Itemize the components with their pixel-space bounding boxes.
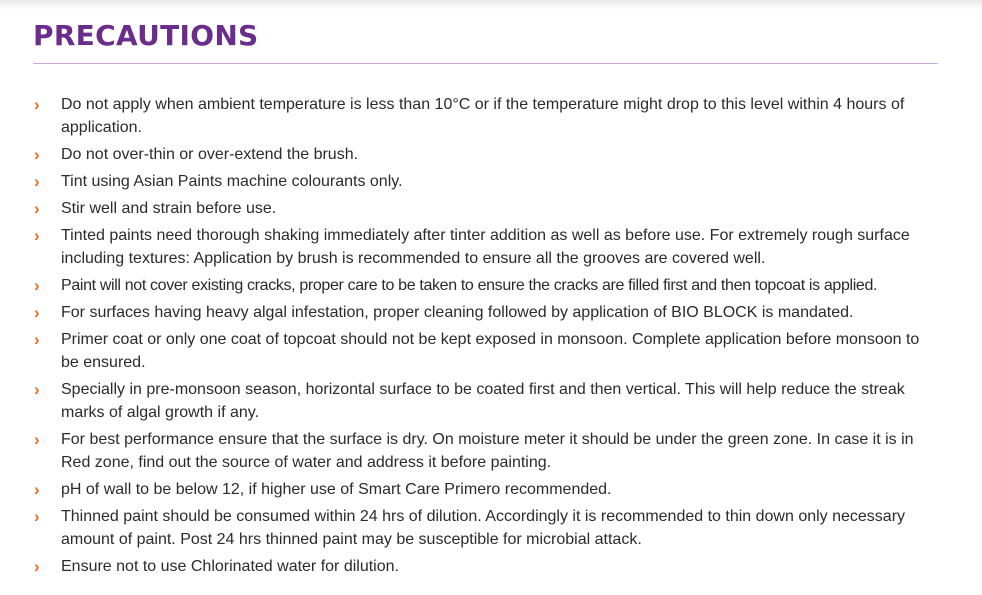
list-item-text: For surfaces having heavy algal infestation, proper cleaning followed by application of BIO BLOCK is mandated. xyxy=(61,304,854,321)
list-item xyxy=(33,93,938,139)
precautions-section xyxy=(33,14,938,576)
chevron-right-icon: › xyxy=(34,557,40,576)
chevron-right-icon: › xyxy=(34,226,40,245)
chevron-right-icon: › xyxy=(34,199,40,218)
list-item xyxy=(33,428,938,474)
list-item xyxy=(33,505,938,551)
list-item xyxy=(33,478,938,501)
precautions-list xyxy=(33,93,938,582)
list-item xyxy=(33,224,938,270)
list-item-text: Stir well and strain before use. xyxy=(61,200,277,217)
chevron-right-icon: › xyxy=(34,330,40,349)
chevron-right-icon: › xyxy=(34,276,40,295)
list-item-text: Primer coat or only one coat of topcoat should not be kept exposed in monsoon. Complete application before monsoon to be ensured. xyxy=(61,331,920,371)
chevron-right-icon: › xyxy=(34,172,40,191)
chevron-right-icon: › xyxy=(34,480,40,499)
list-item-text: Do not over-thin or over-extend the brush. xyxy=(61,146,359,163)
list-item-text: Tint using Asian Paints machine colourants only. xyxy=(61,173,403,190)
list-item xyxy=(33,170,938,193)
list-item-text: Ensure not to use Chlorinated water for dilution. xyxy=(61,558,399,575)
list-item xyxy=(33,555,938,578)
top-shade xyxy=(0,0,982,10)
list-item xyxy=(33,274,938,297)
list-item xyxy=(33,143,938,166)
chevron-right-icon: › xyxy=(34,303,40,322)
chevron-right-icon: › xyxy=(34,507,40,526)
chevron-right-icon: › xyxy=(34,430,40,449)
page-title: PRECAUTIONS xyxy=(33,19,259,52)
list-item-text: Thinned paint should be consumed within 24 hrs of dilution. Accordingly it is recommended to thin down only necessary amount of paint. Post 24 hrs thinned paint may be susceptible for microbial attack. xyxy=(61,508,906,548)
list-item-text: pH of wall to be below 12, if higher use of Smart Care Primero recommended. xyxy=(61,481,612,498)
list-item-text: Do not apply when ambient temperature is less than 10°C or if the temperature might drop to this level within 4 hours of application. xyxy=(61,96,905,136)
chevron-right-icon: › xyxy=(34,145,40,164)
list-item xyxy=(33,328,938,374)
chevron-right-icon: › xyxy=(34,380,40,399)
list-item-text: Paint will not cover existing cracks, proper care to be taken to ensure the cracks are filled first and then topcoat is applied. xyxy=(61,277,878,294)
list-item-text: Specially in pre-monsoon season, horizontal surface to be coated first and then vertical. This will help reduce the streak marks of algal growth if any. xyxy=(61,381,905,421)
list-item xyxy=(33,301,938,324)
list-item xyxy=(33,378,938,424)
title-divider xyxy=(33,63,938,64)
list-item-text: For best performance ensure that the surface is dry. On moisture meter it should be under the green zone. In case it is in Red zone, find out the source of water and address it before painting. xyxy=(61,431,914,471)
list-item xyxy=(33,197,938,220)
chevron-right-icon: › xyxy=(34,95,40,114)
list-item-text: Tinted paints need thorough shaking immediately after tinter addition as well as before use. For extremely rough surface including textures: Application by brush is recommended to ensure all the grooves are covered well. xyxy=(61,227,910,267)
